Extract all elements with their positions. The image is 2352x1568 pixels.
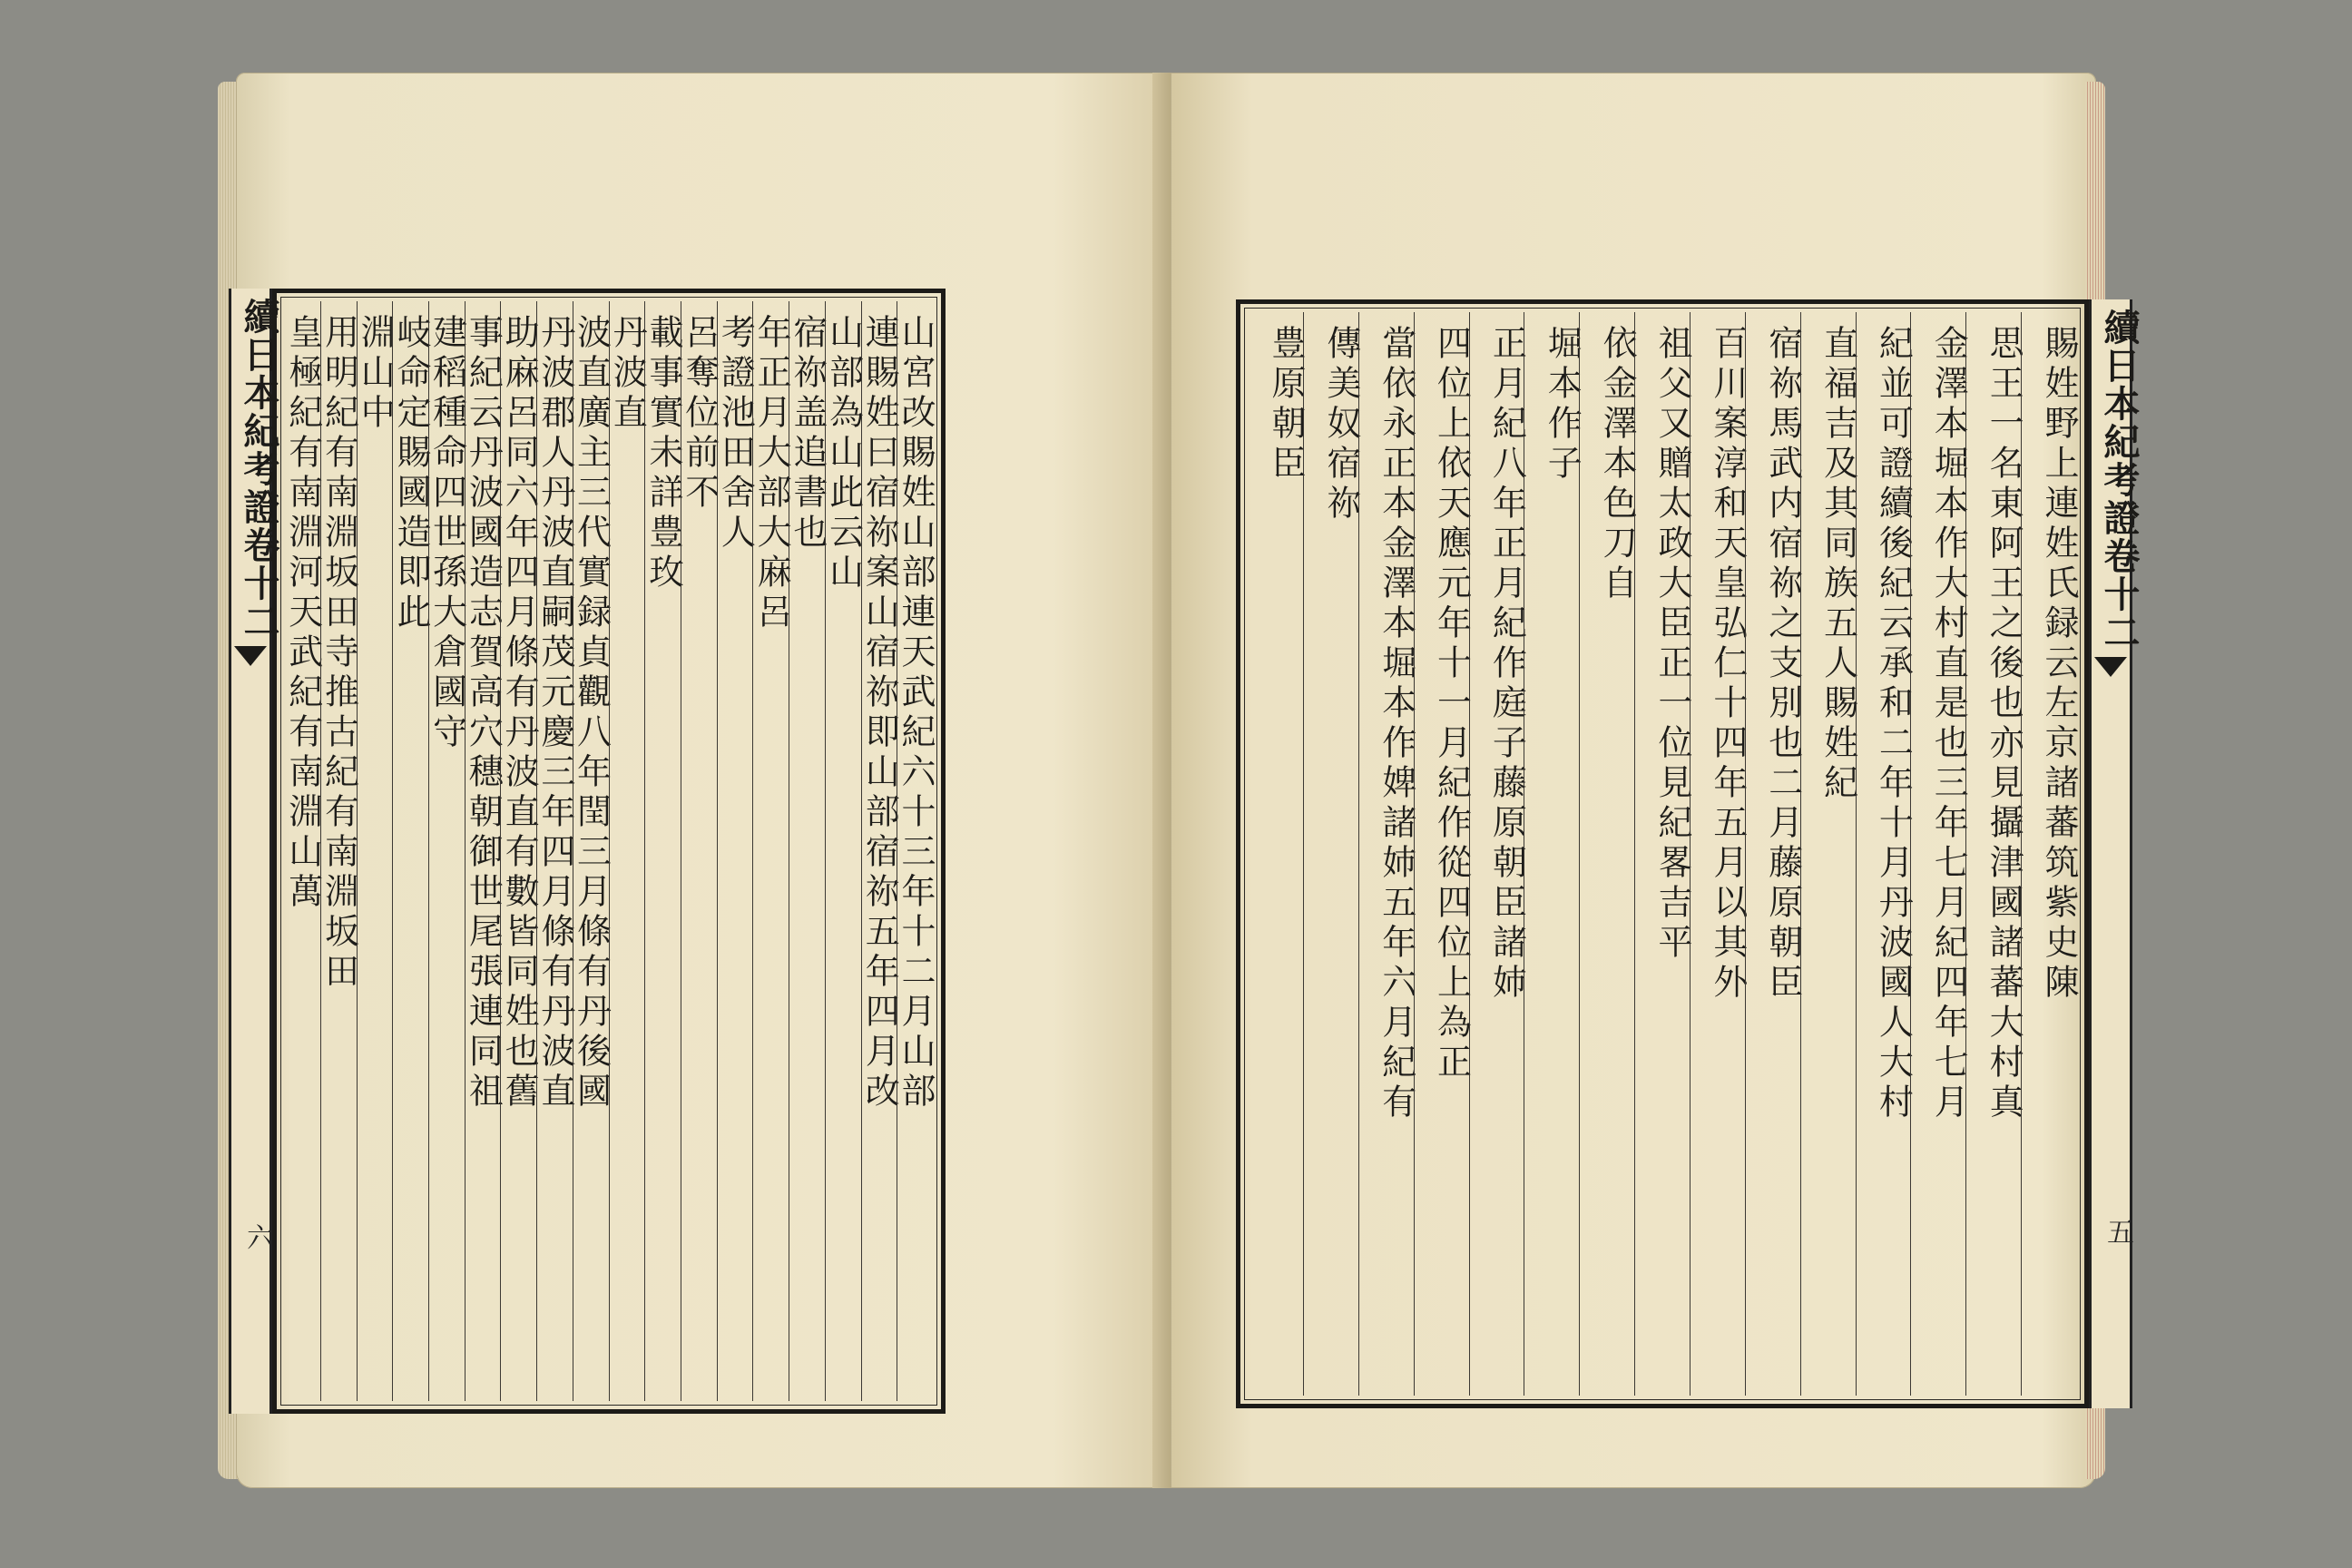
left-fold-strip (229, 289, 280, 1414)
left-text-frame (272, 289, 946, 1414)
text-column: 傳美奴宿祢 (1303, 312, 1358, 1396)
text-column: 波直廣主三代實録貞觀八年閏三月條有丹後國 (573, 301, 609, 1401)
text-column: 連賜姓曰宿祢案山宿祢即山部宿祢五年四月改 (861, 301, 897, 1401)
text-column: 丹波直 (609, 301, 645, 1401)
right-page-number: 五 (2102, 1218, 2133, 1245)
text-column: 呂奪位前不 (681, 301, 717, 1401)
text-column: 百川案淳和天皇弘仁十四年五月以其外 (1690, 312, 1745, 1396)
text-column: 考證池田舍人 (717, 301, 753, 1401)
text-column: 宿祢馬武内宿祢之支別也二月藤原朝臣 (1745, 312, 1800, 1396)
text-column: 賜姓野上連姓氏録云左京諸蕃筑紫史陳 (2021, 312, 2076, 1396)
fish-tail-mark (234, 646, 267, 666)
text-column: 紀並可證續後紀云承和二年十月丹波國人大村 (1856, 312, 1911, 1396)
right-text-frame (1236, 299, 2089, 1408)
text-column: 山宮改賜姓山部連天武紀六十三年十二月山部 (897, 301, 933, 1401)
text-column: 豊原朝臣 (1265, 325, 1306, 485)
right-fold-title: 續日本紀考證卷十二 (2098, 309, 2141, 652)
text-column: 用明紀有南淵坂田寺推古紀有南淵坂田 (320, 301, 357, 1401)
text-column: 正月紀八年正月紀作庭子藤原朝臣諸姉 (1469, 312, 1524, 1396)
text-column: 山部為山此云山 (825, 301, 861, 1401)
text-column: 四位上依天應元年十一月紀作從四位上為正 (1414, 312, 1469, 1396)
text-column: 年正月大部大麻呂 (752, 301, 789, 1401)
text-column: 祖父又贈太政大臣正一位見紀畧吉平 (1634, 312, 1690, 1396)
text-column: 宿祢盖追書也 (789, 301, 825, 1401)
text-column: 淵山中 (357, 301, 393, 1401)
text-column: 當依永正本金澤本堀本作婢諸姉五年六月紀有 (1358, 312, 1414, 1396)
text-column: 事紀云丹波國造志賀高穴穗朝御世尾張連同祖 (465, 301, 501, 1401)
text-column: 皇極紀有南淵河天武紀有南淵山萬 (282, 314, 323, 913)
text-column: 依金澤本色刀自 (1579, 312, 1634, 1396)
text-column: 丹波郡人丹波直嗣茂元慶三年四月條有丹波直 (536, 301, 573, 1401)
text-column: 建稻種命四世孫大倉國守 (428, 301, 465, 1401)
left-text-columns (282, 301, 936, 1401)
right-text-columns (1249, 312, 2079, 1396)
right-fold-strip (2089, 299, 2141, 1408)
text-column: 岐命定賜國造即此 (392, 301, 428, 1401)
text-column: 金澤本堀本作大村直是也三年七月紀四年七月 (1910, 312, 1965, 1396)
left-page-number: 六 (241, 1223, 273, 1250)
text-column: 助麻呂同六年四月條有丹波直有數皆同姓也舊 (500, 301, 536, 1401)
text-column: 載事實未詳豊玫 (644, 301, 681, 1401)
fish-tail-mark (2094, 657, 2127, 677)
text-column: 堀本作子 (1524, 312, 1579, 1396)
text-column: 思王一名東阿王之後也亦見攝津國諸蕃大村真 (1965, 312, 2021, 1396)
left-fold-title: 續日本紀考證卷十二 (238, 298, 280, 641)
text-column: 直福吉及其同族五人賜姓紀 (1800, 312, 1856, 1396)
